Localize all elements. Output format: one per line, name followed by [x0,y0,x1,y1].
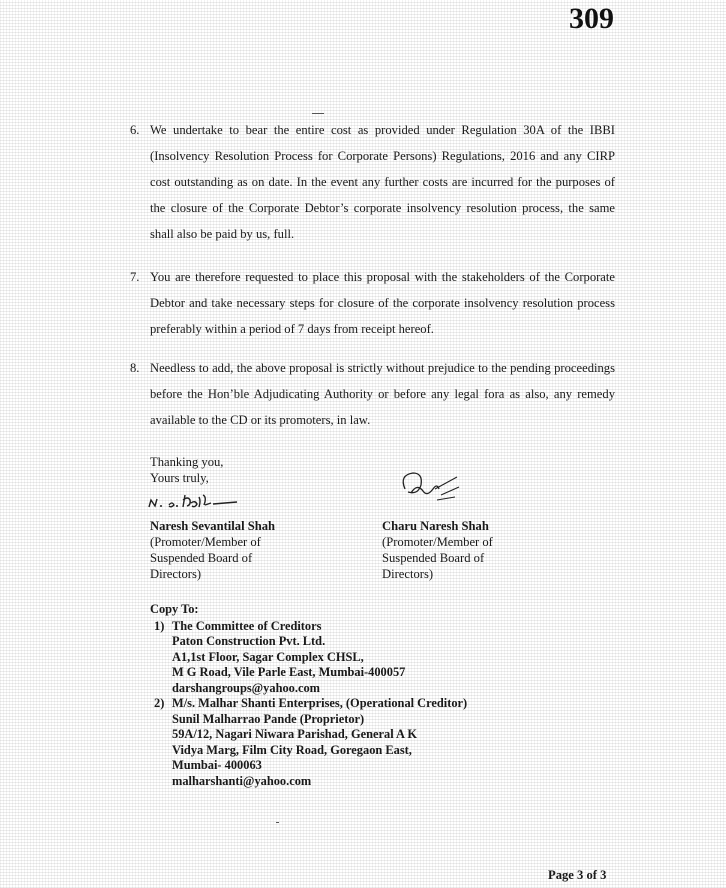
recipient-line: Sunil Malharrao Pande (Proprietor) [172,711,365,726]
paragraph-number: 8. [130,361,140,375]
page-stamp-number: 309 [569,2,614,35]
paragraph-text: We undertake to bear the entire cost as provided under Regulation 30A of the IBBI (Insolvency Resolution Process for Corporate Persons) Regulations, 2016 and any CIRP cost outstanding as on date. In the event any further costs are incurred for the purposes of the closure of the Corporate Debtor’s corporate insolvency resolution process, the same shall also be paid by us, full. [150,123,615,241]
page-footer: Page 3 of 3 [548,868,607,882]
paragraph-7 [130,264,615,342]
signatory-role-line: (Promoter/Member of [382,535,493,549]
signatory-role-line: (Promoter/Member of [150,535,261,549]
recipient-email: malharshanti@yahoo.com [172,773,312,788]
copy-to-section [150,602,467,789]
closing-line: Thanking you, [150,455,224,469]
signatory-name: Charu Naresh Shah [382,519,489,533]
scan-mark [312,113,324,114]
signatory-role-line: Suspended Board of [382,551,485,565]
recipient-line: M G Road, Vile Parle East, Mumbai-400057 [172,665,406,679]
signatory-name: Naresh Sevantilal Shah [150,519,276,533]
closing-salutation [150,454,223,486]
signatory-block [382,518,582,582]
recipient-line: 59A/12, Nagari Niwara Parishad, General A K [172,727,418,741]
recipient-line: The Committee of Creditors [172,618,322,633]
copy-recipient [150,696,467,789]
scan-mark [276,822,279,823]
recipient-number: 2) [154,696,165,710]
recipient-line: M/s. Malhar Shanti Enterprises, (Operational Creditor) [172,696,468,710]
paragraph-text: Needless to add, the above proposal is strictly without prejudice to the pending proceedings before the Hon’ble Adjudicating Authority or before any legal fora as also, any remedy available to the CD or its promoters, in law. [150,361,615,427]
signatory-block [150,518,350,582]
recipient-line: A1,1st Floor, Sagar Complex CHSL, [172,649,364,664]
paragraph-8 [130,355,615,433]
paragraph-6 [130,117,615,247]
recipient-line: Mumbai- 400063 [172,758,262,772]
closing-line: Yours truly, [150,471,209,485]
signatory-role-line: Directors) [382,567,434,581]
paragraph-number: 6. [130,123,140,137]
handwritten-signature-left [147,491,262,515]
recipient-line: Paton Construction Pvt. Ltd. [172,634,326,648]
recipient-line: Vidya Marg, Film City Road, Goregaon East, [172,742,412,757]
signatory-role-line: Directors) [150,567,202,581]
recipient-email: darshangroups@yahoo.com [172,680,320,695]
paragraph-text: You are therefore requested to place this proposal with the stakeholders of the Corporate Debtor and take necessary steps for closure of the corporate insolvency resolution process preferably within a period of 7 days from receipt hereof. [150,270,615,336]
paragraph-number: 7. [130,270,140,284]
copy-to-title: Copy To: [150,602,199,616]
handwritten-signature-right [397,467,467,507]
signatory-role-line: Suspended Board of [150,551,253,565]
recipient-number: 1) [154,618,165,633]
copy-recipient [150,619,467,697]
